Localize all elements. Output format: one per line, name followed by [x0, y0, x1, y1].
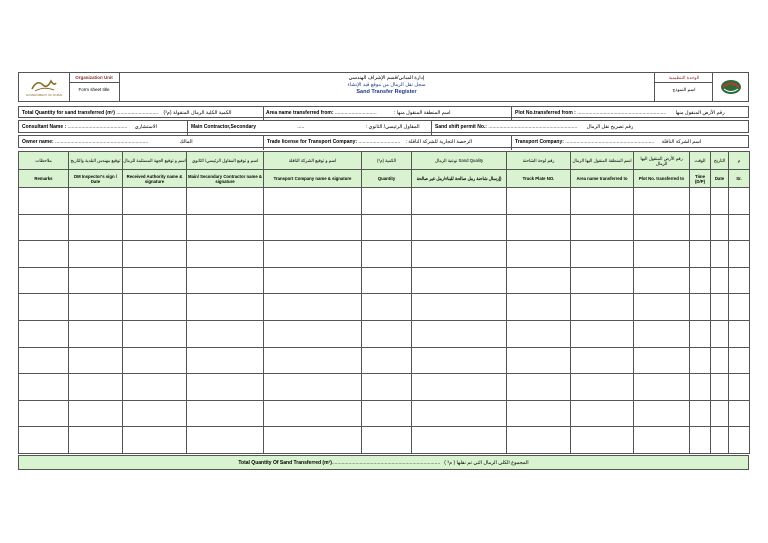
col-quality-ar: نوعية الرمال Sand Quality: [412, 152, 507, 170]
form-name-ar: اسم النموذج: [672, 87, 696, 92]
col-transport-en: Transport Company name & signature: [264, 170, 362, 188]
table-cell[interactable]: [634, 294, 690, 321]
table-cell[interactable]: [123, 294, 187, 321]
table-cell[interactable]: [123, 188, 187, 215]
table-cell[interactable]: [362, 374, 412, 401]
col-contractor-en: Main/ Secondary Contractor name & signature: [187, 170, 264, 188]
form-title-label: Form sheet title: [78, 87, 110, 92]
table-row: [19, 188, 750, 215]
table-cell[interactable]: [362, 320, 412, 347]
plot-from-label: Plot No.transferred from :: [515, 110, 576, 116]
table-row: [19, 400, 750, 427]
table-cell[interactable]: [634, 188, 690, 215]
table-cell[interactable]: [264, 320, 362, 347]
table-cell[interactable]: [362, 427, 412, 454]
table-cell[interactable]: [123, 347, 187, 374]
table-cell[interactable]: [362, 241, 412, 268]
table-cell[interactable]: [69, 374, 123, 401]
table-cell[interactable]: [412, 374, 507, 401]
org-unit-label: Organization Unit: [69, 73, 119, 83]
table-cell[interactable]: [571, 214, 634, 241]
title-en: Sand Transfer Register: [356, 89, 417, 95]
table-cell[interactable]: [507, 400, 571, 427]
table-cell[interactable]: [690, 294, 711, 321]
col-quality-en: إرسال شاحنة رمل صالحة للبناء/رمل غير صالحة): [412, 170, 507, 188]
table-cell[interactable]: [362, 214, 412, 241]
table-cell[interactable]: [19, 320, 69, 347]
dubai-gov-logo: [19, 73, 70, 101]
total-qty-ar: الكمية الكلية الرمال المنقولة (م³): [163, 110, 232, 116]
table-cell[interactable]: [69, 214, 123, 241]
table-cell[interactable]: [412, 294, 507, 321]
col-area-to-ar: اسم المنطقة المنقول اليها الرمال: [571, 152, 634, 170]
table-cell[interactable]: [507, 427, 571, 454]
consultant-ar: الاستشاري: [134, 124, 157, 130]
table-cell[interactable]: [69, 347, 123, 374]
org-unit-box: [69, 73, 120, 101]
dubai-logo-icon: [29, 77, 59, 93]
table-cell[interactable]: [362, 400, 412, 427]
table-cell[interactable]: [69, 267, 123, 294]
table-cell[interactable]: [507, 188, 571, 215]
table-cell[interactable]: [69, 427, 123, 454]
table-cell[interactable]: [187, 374, 264, 401]
table-row: [19, 427, 750, 454]
col-received-ar: اسم و توقيع الجهة المستلمة للرمال: [123, 152, 187, 170]
col-time-en: Time (D/P): [690, 170, 711, 188]
transport-co-field: [511, 136, 751, 150]
table-cell[interactable]: [711, 427, 729, 454]
table-cell[interactable]: [69, 188, 123, 215]
transport-co-dots[interactable]: ................................................................: [565, 139, 655, 145]
shift-permit-dots[interactable]: ................................................................: [488, 124, 578, 130]
table-cell[interactable]: [729, 214, 750, 241]
table-cell[interactable]: [19, 427, 69, 454]
table-cell[interactable]: [507, 214, 571, 241]
main-contractor-dots[interactable]: .....: [297, 124, 305, 130]
table-cell[interactable]: [729, 427, 750, 454]
table-cell[interactable]: [690, 427, 711, 454]
table-cell[interactable]: [69, 241, 123, 268]
table-cell[interactable]: [571, 188, 634, 215]
table-cell[interactable]: [507, 267, 571, 294]
table-cell[interactable]: [187, 188, 264, 215]
shift-permit-label: Sand shift permit No.:: [435, 124, 487, 130]
table-cell[interactable]: [69, 294, 123, 321]
table-row: [19, 241, 750, 268]
table-cell[interactable]: [690, 374, 711, 401]
table-cell[interactable]: [571, 320, 634, 347]
table-row: [19, 320, 750, 347]
area-from-ar: : اسم المنطقة المنقول منها: [394, 110, 451, 116]
main-contractor-label: Main Contractor,Secondary: [191, 124, 257, 130]
table-cell[interactable]: [711, 241, 729, 268]
table-cell[interactable]: [362, 294, 412, 321]
table-cell[interactable]: [634, 374, 690, 401]
trade-license-field: [263, 136, 527, 150]
table-cell[interactable]: [729, 400, 750, 427]
col-contractor-ar: اسم و توقيع المقاول الرئيسي/ الثانوي: [187, 152, 264, 170]
table-cell[interactable]: [187, 214, 264, 241]
col-area-to-en: Area name transferred to: [571, 170, 634, 188]
footer-total-dots[interactable]: ..............................................................................: [331, 459, 441, 466]
info-row-2: [18, 120, 749, 133]
owner-field: [22, 139, 262, 145]
trade-license-dots[interactable]: ..............................: [358, 139, 401, 145]
col-sr-ar: م: [729, 152, 750, 170]
table-cell[interactable]: [19, 188, 69, 215]
table-cell[interactable]: [571, 241, 634, 268]
table-row: [19, 294, 750, 321]
table-cell[interactable]: [634, 347, 690, 374]
table-row: [19, 267, 750, 294]
col-quantity-ar: الكمية (م³): [362, 152, 412, 170]
table-cell[interactable]: [362, 267, 412, 294]
table-cell[interactable]: [123, 320, 187, 347]
footer-total-label: Total Quantity Of Sand Transferred (m³): [238, 459, 332, 466]
table-cell[interactable]: [19, 347, 69, 374]
table-cell[interactable]: [571, 294, 634, 321]
area-from-label: Area name transferred from:: [266, 110, 334, 116]
trade-license-label: Trade license for Transport Company:: [267, 139, 358, 145]
table-cell[interactable]: [19, 241, 69, 268]
table-cell[interactable]: [264, 214, 362, 241]
table-cell[interactable]: [571, 374, 634, 401]
org-unit-ar-box: [654, 73, 713, 101]
table-cell[interactable]: [711, 347, 729, 374]
title-block: [119, 73, 654, 101]
transport-co-ar: اسم الشركة الناقلة: [661, 139, 702, 145]
table-cell[interactable]: [571, 427, 634, 454]
table-cell[interactable]: [123, 241, 187, 268]
table-cell[interactable]: [187, 400, 264, 427]
table-cell[interactable]: [507, 374, 571, 401]
consultant-dots[interactable]: ...........................................: [67, 124, 128, 130]
table-cell[interactable]: [711, 267, 729, 294]
area-from-field: [263, 107, 526, 120]
table-cell[interactable]: [711, 374, 729, 401]
info-row-3: [18, 135, 749, 148]
table-cell[interactable]: [634, 320, 690, 347]
table-cell[interactable]: [729, 188, 750, 215]
table-cell[interactable]: [690, 400, 711, 427]
table-cell[interactable]: [187, 294, 264, 321]
table-cell[interactable]: [362, 347, 412, 374]
footer-total: [18, 455, 749, 470]
table-cell[interactable]: [264, 267, 362, 294]
form-header: [18, 72, 749, 102]
table-cell[interactable]: [711, 294, 729, 321]
table-cell[interactable]: [507, 320, 571, 347]
table-cell[interactable]: [711, 400, 729, 427]
table-cell[interactable]: [412, 427, 507, 454]
main-contractor-ar: : المقاول الرئيسي/ الثانوي: [365, 124, 420, 130]
owner-label: Owner name:: [22, 139, 54, 145]
total-qty-label: Total Quantity for sand transferred (m³): [22, 110, 115, 116]
area-from-dots[interactable]: ..............................: [334, 110, 377, 116]
col-plate-en: Truck Plate NO.: [507, 170, 571, 188]
table-cell[interactable]: [729, 374, 750, 401]
table-cell[interactable]: [634, 400, 690, 427]
col-inspector-en: DM Inspector's sign / Date: [69, 170, 123, 188]
table-cell[interactable]: [711, 214, 729, 241]
table-cell[interactable]: [362, 188, 412, 215]
table-cell[interactable]: [507, 294, 571, 321]
table-cell[interactable]: [123, 427, 187, 454]
table-cell[interactable]: [729, 267, 750, 294]
table-cell[interactable]: [264, 294, 362, 321]
table-cell[interactable]: [711, 188, 729, 215]
table-row: [19, 374, 750, 401]
col-time-ar: الوقت: [690, 152, 711, 170]
table-cell[interactable]: [264, 374, 362, 401]
col-remarks-en: Remarks: [19, 170, 69, 188]
table-cell[interactable]: [690, 347, 711, 374]
plot-from-ar: رقم الأرض المنقول منها: [675, 110, 725, 116]
table-cell[interactable]: [264, 400, 362, 427]
table-cell[interactable]: [187, 427, 264, 454]
transport-co-label: Transport Company:: [515, 139, 564, 145]
table-cell[interactable]: [412, 188, 507, 215]
table-cell[interactable]: [264, 188, 362, 215]
table-cell[interactable]: [412, 267, 507, 294]
consultant-field: [22, 124, 187, 130]
table-cell[interactable]: [690, 320, 711, 347]
table-cell[interactable]: [187, 267, 264, 294]
table-cell[interactable]: [69, 400, 123, 427]
table-cell[interactable]: [123, 214, 187, 241]
table-row: [19, 214, 750, 241]
table-cell[interactable]: [634, 427, 690, 454]
table-cell[interactable]: [634, 267, 690, 294]
col-transport-ar: اسم و توقيع الشركة الناقلة: [264, 152, 362, 170]
table-cell[interactable]: [123, 267, 187, 294]
table-cell[interactable]: [19, 400, 69, 427]
table-cell[interactable]: [634, 241, 690, 268]
plot-from-dots[interactable]: ................................................................: [577, 110, 667, 116]
table-cell[interactable]: [264, 241, 362, 268]
total-qty-dots[interactable]: ..............................: [116, 110, 159, 116]
owner-dots[interactable]: ...................................................................: [55, 139, 149, 145]
title-ar: سجل نقل الرمال من موقع قيد الإنشاء: [347, 82, 426, 88]
consultant-label: Consultant Name :: [22, 124, 67, 130]
table-cell[interactable]: [264, 347, 362, 374]
table-cell[interactable]: [634, 214, 690, 241]
table-cell[interactable]: [19, 294, 69, 321]
table-cell[interactable]: [19, 214, 69, 241]
table-cell[interactable]: [690, 241, 711, 268]
total-qty-field: [22, 110, 262, 116]
table-cell[interactable]: [19, 374, 69, 401]
sand-transfer-table: [18, 151, 750, 454]
table-cell[interactable]: [729, 347, 750, 374]
department-ar: إدارة المباني/قسم الإشراف الهندسي: [348, 75, 425, 81]
table-cell[interactable]: [711, 320, 729, 347]
table-cell[interactable]: [571, 347, 634, 374]
col-remarks-ar: ملاحظات: [19, 152, 69, 170]
col-date-ar: التاريخ: [711, 152, 729, 170]
table-cell[interactable]: [412, 400, 507, 427]
plot-from-field: [511, 107, 751, 120]
table-cell[interactable]: [729, 241, 750, 268]
info-row-1: [18, 106, 749, 118]
table-cell[interactable]: [412, 320, 507, 347]
col-sr-en: Sr.: [729, 170, 750, 188]
table-cell[interactable]: [690, 267, 711, 294]
table-cell[interactable]: [412, 214, 507, 241]
owner-ar: المالك: [179, 139, 193, 145]
header-row-en: [19, 170, 750, 188]
footer-total-ar: المجموع الكلي الرمال التي تم نقلها ( م³ ): [444, 459, 529, 466]
header-row-ar: [19, 152, 750, 170]
org-unit-ar: الوحدة التنظيمية: [655, 73, 713, 83]
col-plate-ar: رقم لوحة الشاحنة: [507, 152, 571, 170]
table-cell[interactable]: [187, 320, 264, 347]
table-cell[interactable]: [264, 427, 362, 454]
table-cell[interactable]: [123, 400, 187, 427]
table-cell[interactable]: [187, 241, 264, 268]
table-cell[interactable]: [507, 347, 571, 374]
table-cell[interactable]: [19, 267, 69, 294]
table-cell[interactable]: [571, 400, 634, 427]
col-plot-to-ar: رقم الأرض المنقول اليها الرمال: [634, 152, 690, 170]
main-contractor-field: [187, 121, 446, 135]
table-cell[interactable]: [690, 188, 711, 215]
table-cell[interactable]: [729, 294, 750, 321]
table-row: [19, 347, 750, 374]
col-quantity-en: Quantity: [362, 170, 412, 188]
col-date-en: Date: [711, 170, 729, 188]
table-cell[interactable]: [412, 347, 507, 374]
gov-text: GOVERNMENT OF DUBAI: [25, 92, 63, 97]
municipality-logo: [712, 73, 749, 101]
col-inspector-ar: توقيع مهندس البلدية والتاريخ: [69, 152, 123, 170]
shift-permit-field: [431, 121, 751, 135]
table-cell[interactable]: [69, 320, 123, 347]
col-plot-to-en: Plot No. transferred to: [634, 170, 690, 188]
col-received-en: Received Authority name & signature: [123, 170, 187, 188]
table-cell[interactable]: [507, 241, 571, 268]
table-cell[interactable]: [412, 241, 507, 268]
municipality-logo-icon: [720, 78, 742, 96]
table-cell[interactable]: [690, 214, 711, 241]
table-cell[interactable]: [187, 347, 264, 374]
table-cell[interactable]: [571, 267, 634, 294]
shift-permit-ar: رقم تصريح نقل الرمال: [586, 124, 634, 130]
trade-license-ar: : الرخصة التجارية للشركة الناقلة: [405, 139, 473, 145]
table-cell[interactable]: [729, 320, 750, 347]
table-cell[interactable]: [123, 374, 187, 401]
